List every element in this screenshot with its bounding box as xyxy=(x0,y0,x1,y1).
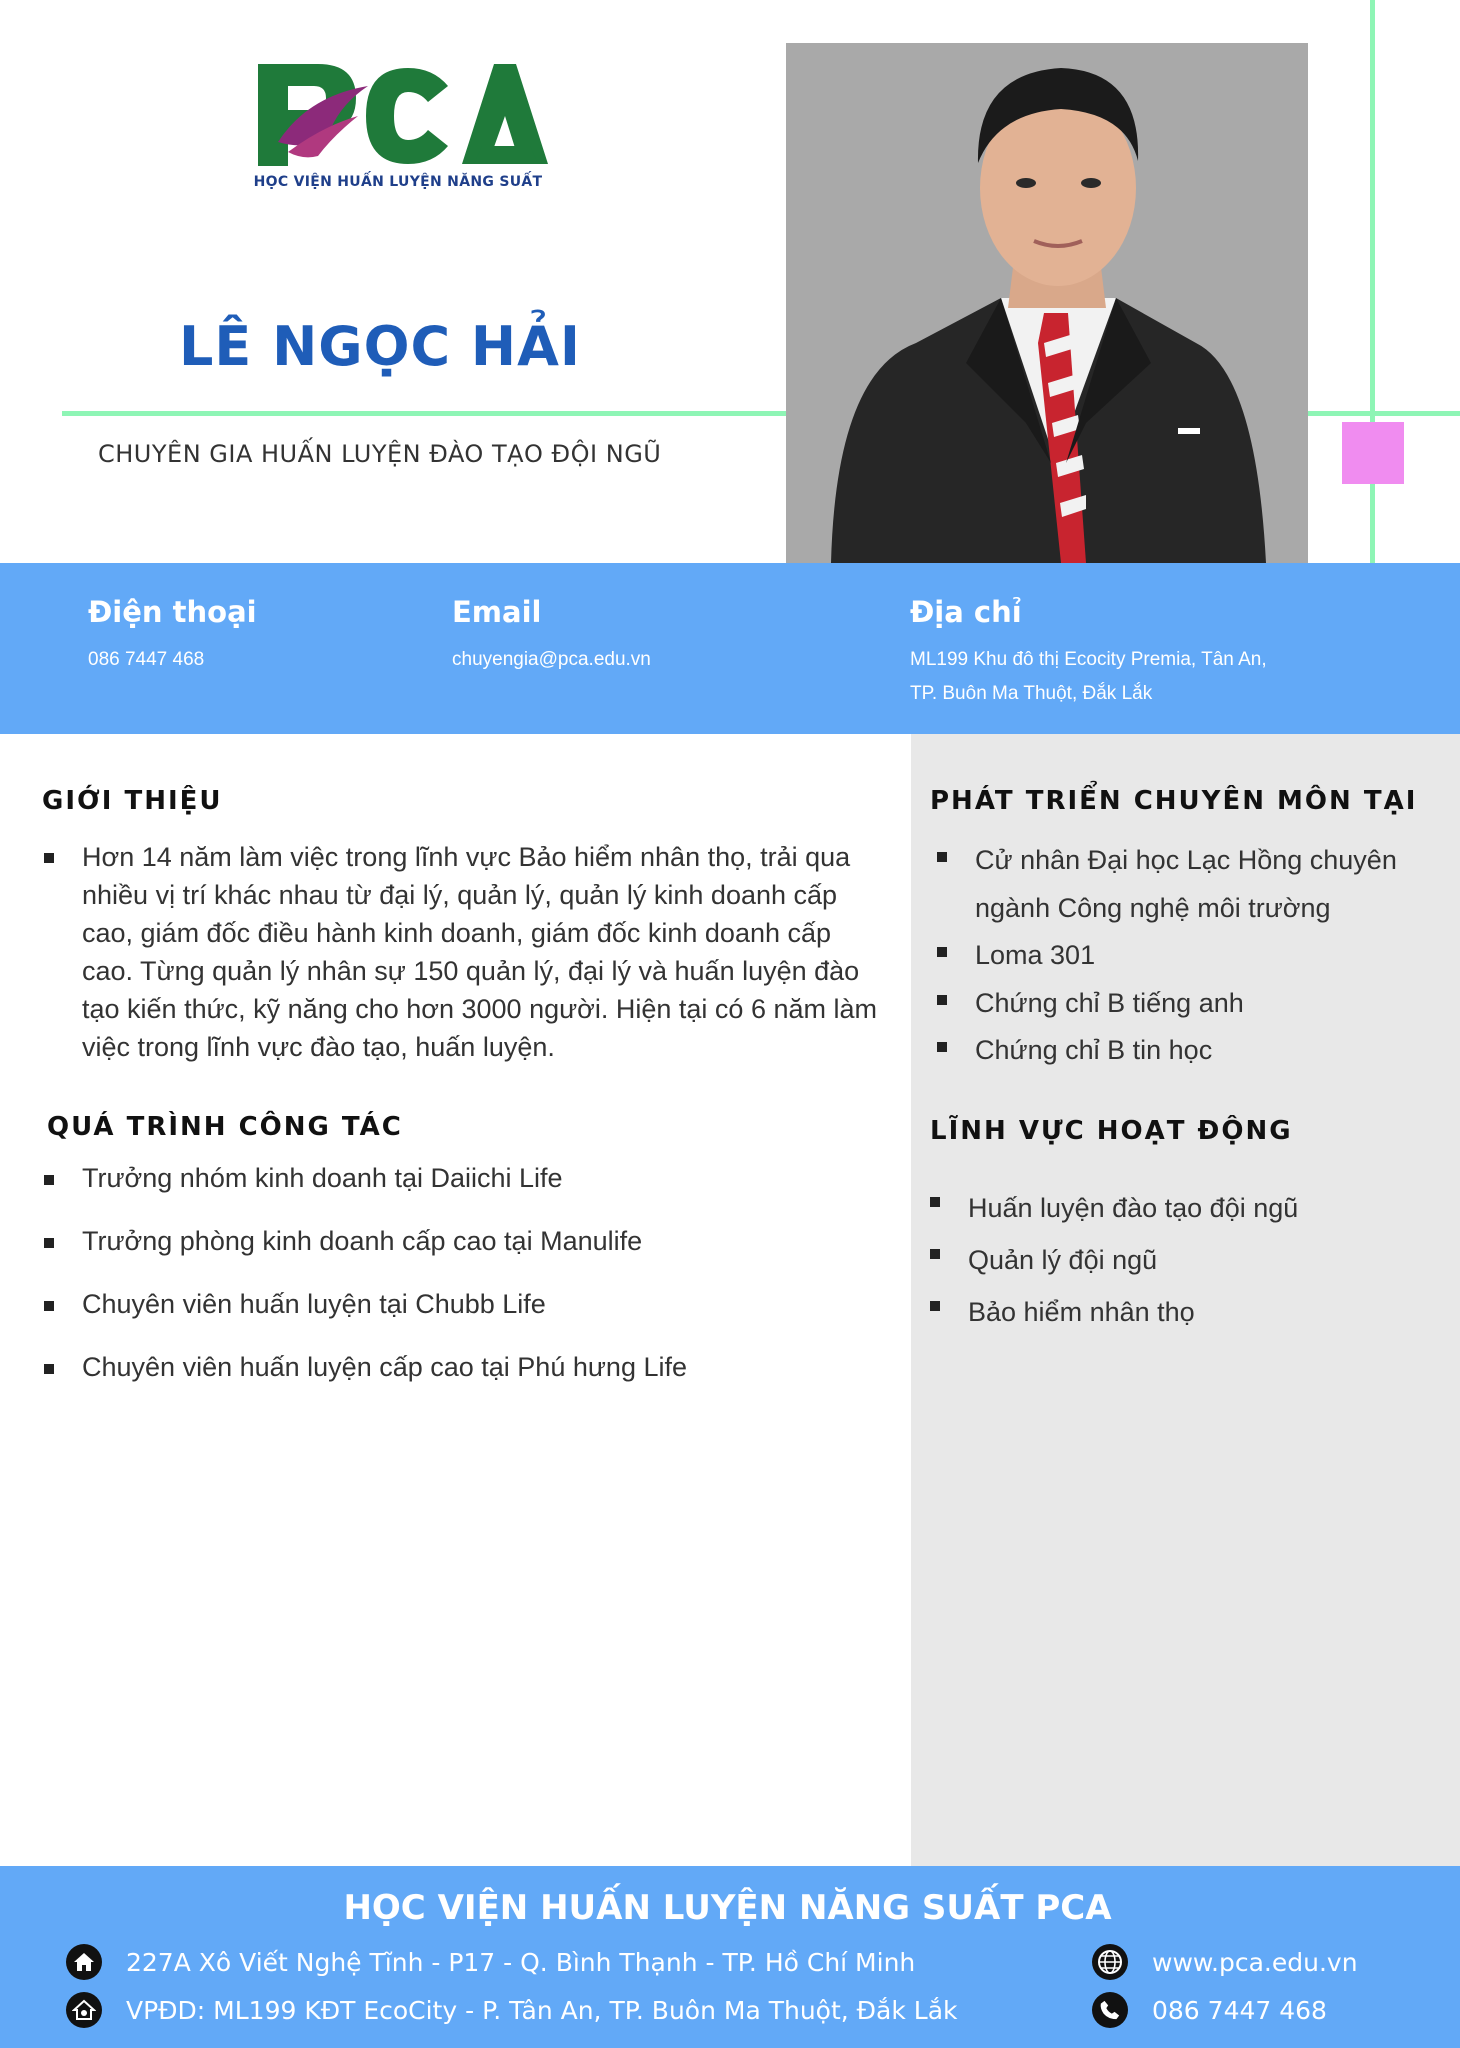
list-item: Loma 301 xyxy=(935,932,1435,980)
pca-logo xyxy=(248,56,548,191)
education-title: PHÁT TRIỂN CHUYÊN MÔN TẠI xyxy=(930,786,1418,816)
decorative-horizontal-line-right xyxy=(1308,411,1460,416)
email-value: chuyengia@pca.edu.vn xyxy=(452,649,651,670)
footer-website-text[interactable]: www.pca.edu.vn xyxy=(1152,1947,1358,1977)
work-title: QUÁ TRÌNH CÔNG TÁC xyxy=(47,1112,403,1142)
address-line-2: TP. Buôn Ma Thuột, Đắk Lắk xyxy=(910,683,1153,704)
person-name: LÊ NGỌC HẢI xyxy=(178,315,582,378)
logo-text: HỌC VIỆN HUẤN LUYỆN NĂNG SUẤT xyxy=(253,174,543,190)
footer xyxy=(0,1866,1460,2048)
list-item: Chứng chỉ B tiếng anh xyxy=(935,980,1435,1028)
list-item: Trưởng phòng kinh doanh cấp cao tại Manulife xyxy=(42,1223,882,1259)
list-item: Quản lý đội ngũ xyxy=(928,1234,1428,1286)
list-item: Hơn 14 năm làm việc trong lĩnh vực Bảo hiểm nhân thọ, trải qua nhiều vị trí khác nhau từ đại lý, quản lý, quản lý kinh doanh cấp cao, giám đốc điều hành kinh doanh, giám đốc kinh doanh cấp cao. Từng quản lý nhân sự 150 quản lý, đại lý và huấn luyện đào tạo kiến thức, kỹ năng cho hơn 3000 người. Hiện tại có 6 năm làm việc trong lĩnh vực đào tạo, huấn luyện. xyxy=(42,838,882,1066)
fields-list xyxy=(928,1182,1428,1338)
contact-phone xyxy=(88,595,257,677)
office-icon xyxy=(66,1992,102,2028)
pca-logo-mark xyxy=(248,56,548,171)
intro-title: GIỚI THIỆU xyxy=(42,786,223,816)
list-item: Cử nhân Đại học Lạc Hồng chuyên ngành Công nghệ môi trường xyxy=(935,837,1435,932)
footer-address-2 xyxy=(66,1992,958,2028)
decorative-horizontal-line-left xyxy=(62,411,792,416)
home-icon xyxy=(66,1944,102,1980)
footer-address-2-text: VPĐD: ML199 KĐT EcoCity - P. Tân An, TP. Buôn Ma Thuột, Đắk Lắk xyxy=(126,1995,958,2025)
list-item: Huấn luyện đào tạo đội ngũ xyxy=(928,1182,1428,1234)
list-item: Chuyên viên huấn luyện tại Chubb Life xyxy=(42,1286,882,1322)
address-line-1: ML199 Khu đô thị Ecocity Premia, Tân An, xyxy=(910,649,1267,670)
phone-value: 086 7447 468 xyxy=(88,649,205,670)
footer-phone xyxy=(1092,1992,1327,2028)
email-label: Email xyxy=(452,595,542,629)
contact-band xyxy=(0,563,1460,734)
list-item: Trưởng nhóm kinh doanh tại Daiichi Life xyxy=(42,1160,882,1196)
footer-phone-text: 086 7447 468 xyxy=(1152,1995,1327,2025)
list-item: Chuyên viên huấn luyện cấp cao tại Phú hưng Life xyxy=(42,1349,882,1385)
footer-address-1-text: 227A Xô Viết Nghệ Tĩnh - P17 - Q. Bình Thạnh - TP. Hồ Chí Minh xyxy=(126,1947,916,1977)
contact-email xyxy=(452,595,651,677)
address-label: Địa chỉ xyxy=(910,595,1022,629)
globe-icon xyxy=(1092,1944,1128,1980)
portrait-illustration xyxy=(786,43,1308,563)
list-item: Bảo hiểm nhân thọ xyxy=(928,1286,1428,1338)
portrait-photo xyxy=(786,43,1308,563)
phone-icon xyxy=(1092,1992,1128,2028)
work-list xyxy=(42,1160,882,1412)
decorative-pink-square xyxy=(1342,422,1404,484)
footer-title: HỌC VIỆN HUẤN LUYỆN NĂNG SUẤT PCA xyxy=(343,1888,1112,1928)
list-item: Chứng chỉ B tin học xyxy=(935,1027,1435,1075)
footer-website[interactable] xyxy=(1092,1944,1358,1980)
person-title: CHUYÊN GIA HUẤN LUYỆN ĐÀO TẠO ĐỘI NGŨ xyxy=(98,440,662,468)
education-list xyxy=(935,837,1435,1075)
phone-label: Điện thoại xyxy=(88,595,257,629)
fields-title: LĨNH VỰC HOẠT ĐỘNG xyxy=(930,1116,1293,1146)
footer-address-1 xyxy=(66,1944,915,1980)
contact-address xyxy=(910,595,1410,711)
intro-list xyxy=(42,838,882,1066)
